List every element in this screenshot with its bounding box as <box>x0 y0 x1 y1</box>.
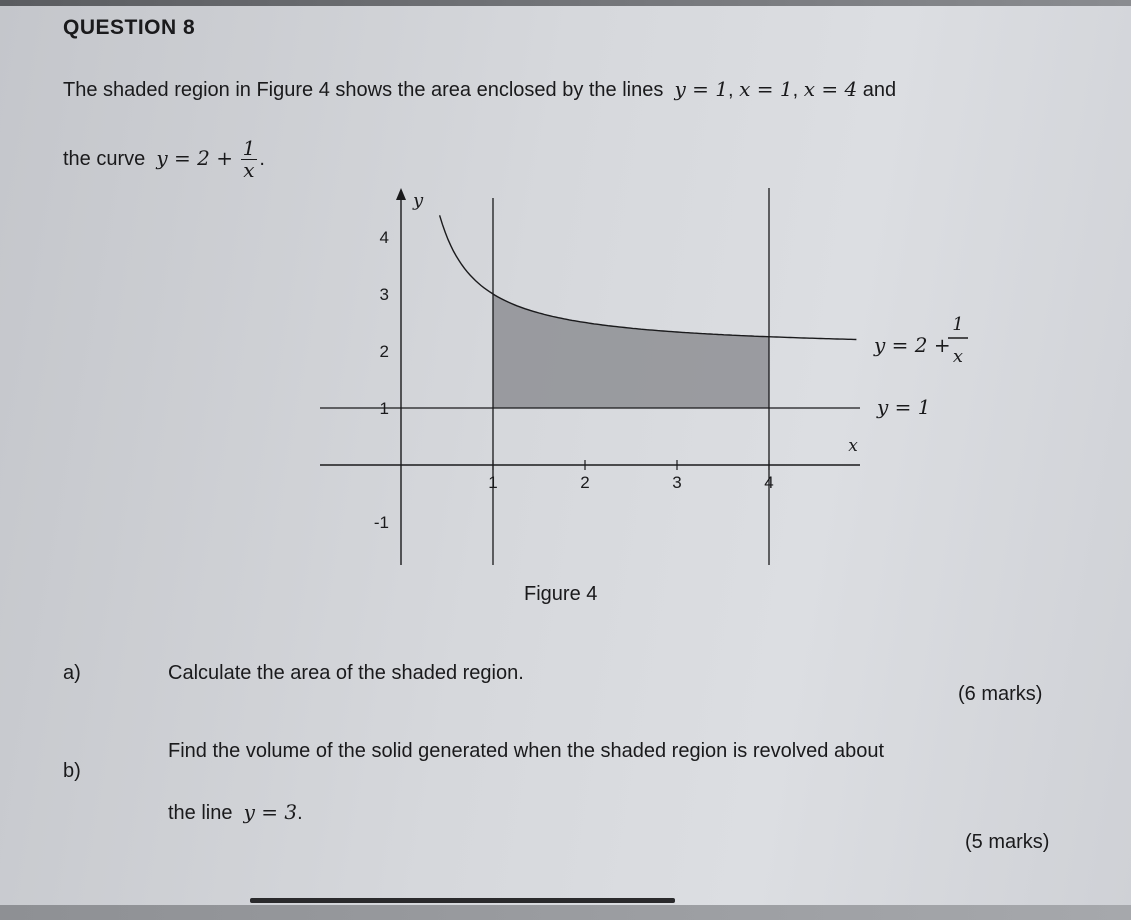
x-tick-label: 3 <box>672 473 682 492</box>
part-b-question: Find the volume of the solid generated when the shaded region is revolved about <box>168 740 885 762</box>
period: . <box>297 802 303 824</box>
x-axis-label: x <box>848 436 858 456</box>
y-tick-label: -1 <box>373 513 389 532</box>
question-title: QUESTION 8 <box>63 16 196 39</box>
period: . <box>259 147 265 170</box>
fraction-numerator: 1 <box>242 136 256 160</box>
equation-y-equals-1: y = 1 <box>674 77 728 101</box>
curve-equation-lhs: y = 2 + <box>156 145 234 170</box>
y-tick-label: 3 <box>379 285 389 304</box>
part-b-marks: (5 marks) <box>965 831 1050 853</box>
curve-label-lhs: y = 2 + <box>874 333 951 357</box>
figure-caption: Figure 4 <box>524 583 598 605</box>
line-y-equals-1-label: y = 1 <box>877 395 931 419</box>
answer-rule <box>250 898 675 903</box>
curve-label-numerator: 1 <box>952 314 964 335</box>
part-a-question: Calculate the area of the shaded region. <box>168 662 524 684</box>
x-tick-label: 1 <box>488 473 498 492</box>
x-tick-label: 2 <box>580 473 590 492</box>
y-axis-label: y <box>413 190 424 211</box>
question-curve-line <box>63 138 265 181</box>
part-a-label: a) <box>63 662 81 684</box>
figure-4-graph <box>300 170 1000 580</box>
part-b-question-continued <box>168 800 303 825</box>
and-word: and <box>862 79 897 101</box>
intro-text: The shaded region in Figure 4 shows the area enclosed by the lines <box>63 79 664 101</box>
curve-label-denominator: x <box>952 346 964 367</box>
equation-x-equals-1: x = 1 <box>739 77 793 101</box>
part-a-marks: (6 marks) <box>958 683 1043 705</box>
equation-x-equals-4: x = 4 <box>803 77 858 101</box>
y-tick-label: 4 <box>379 228 389 247</box>
x-tick-label: 4 <box>764 473 774 492</box>
curve-fraction <box>241 138 258 181</box>
fraction-denominator: x <box>243 158 255 182</box>
part-b-label: b) <box>63 760 81 782</box>
y-axis-arrow-icon <box>396 188 406 200</box>
top-edge <box>0 0 1131 6</box>
separator: , <box>792 79 799 101</box>
separator: , <box>728 79 734 101</box>
curve-intro-text: the curve <box>63 147 146 170</box>
line-prefix: the line <box>168 802 233 824</box>
y-tick-label: 2 <box>379 342 389 361</box>
y-tick-label: 1 <box>379 399 389 418</box>
equation-y-equals-3: y = 3 <box>243 800 298 824</box>
question-intro-line <box>63 77 896 102</box>
bottom-edge <box>0 905 1131 920</box>
